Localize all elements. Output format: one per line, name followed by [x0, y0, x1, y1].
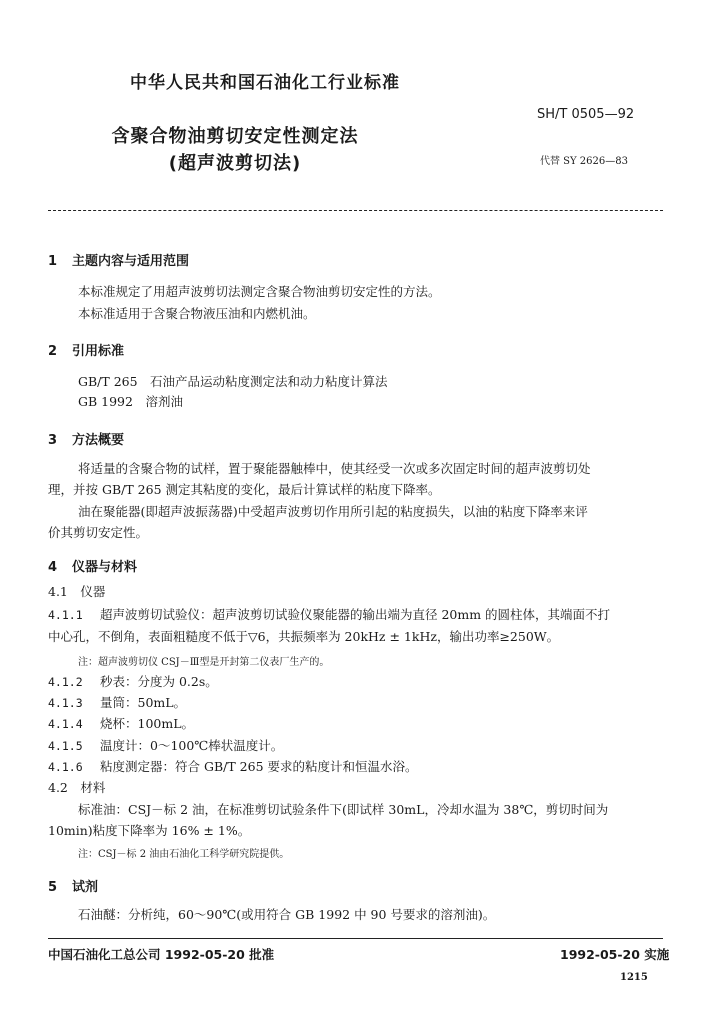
section-3-paragraph-2-line-1: 油在聚能器(即超声波振荡器)中受超声波剪切作用所引起的粘度损失，以油的粘度下降率来评: [78, 504, 588, 519]
section-4-heading: [48, 556, 137, 575]
footer-divider: [48, 938, 663, 939]
document-subtitle: (超声波剪切法): [168, 153, 302, 174]
clause-text: 温度计：0～100℃棒状温度计。: [100, 738, 284, 753]
section-title: 主题内容与适用范围: [72, 254, 190, 269]
subsection-4-1-2: [48, 673, 218, 691]
section-title: 方法概要: [72, 433, 125, 448]
section-3-heading: [48, 429, 124, 448]
section-number: 4: [48, 560, 58, 575]
section-title: 试剂: [72, 880, 99, 895]
section-3-paragraph-1-line-1: 将适量的含聚合物的试样，置于聚能器触棒中，使其经受一次或多次固定时间的超声波剪切处: [78, 461, 591, 476]
effective-date: 1992-05-20 实施: [560, 947, 670, 962]
subsection-4-1-5: [48, 737, 283, 755]
subsection-4-2: 4.2 材料: [48, 780, 106, 795]
subsection-4-1-3: [48, 694, 186, 712]
subsection-4-1-4: [48, 715, 194, 733]
subsection-4-2-line-1: 标准油：CSJ－标 2 油，在标准剪切试验条件下(即试样 30mL，冷却水温为 38℃，剪切时间为: [78, 802, 609, 817]
section-number: 2: [48, 344, 58, 359]
subsection-4-1: 4.1 仪器: [48, 584, 106, 599]
subsection-4-2-line-2: 10min)粘度下降率为 16% ± 1%。: [48, 823, 251, 838]
header-divider: [48, 210, 663, 211]
section-3-paragraph-1-line-2: 理，并按 GB/T 265 测定其粘度的变化，最后计算试样的粘度下降率。: [48, 482, 441, 497]
clause-text: 秒表：分度为 0.2s。: [100, 674, 218, 689]
standard-code: SH/T 0505—92: [537, 107, 635, 122]
section-1-heading: [48, 250, 189, 269]
approval-info: 中国石油化工总公司 1992-05-20 批准: [48, 947, 275, 962]
subsection-4-1-1-line-2: 中心孔，不倒角，表面粗糙度不低于▽6，共振频率为 20kHz ± 1kHz，输出功率≥250W。: [48, 629, 560, 644]
clause-number: 4.1.1: [48, 608, 83, 622]
clause-text: 量筒：50mL。: [100, 695, 187, 710]
reference-gb1992: GB 1992 溶剂油: [78, 394, 183, 409]
document-title: 含聚合物油剪切安定性测定法: [111, 126, 359, 147]
section-number: 3: [48, 433, 58, 448]
replaces-standard: 代替 SY 2626—83: [540, 156, 628, 167]
note-2: 注：CSJ－标 2 油由石油化工科学研究院提供。: [78, 849, 290, 860]
section-title: 仪器与材料: [72, 560, 138, 575]
clause-text: 烧杯：100mL。: [100, 716, 195, 731]
subsection-4-1-1-line-1: [48, 606, 610, 624]
note-1: 注：超声波剪切仪 CSJ－Ⅲ型是开封第二仪表厂生产的。: [78, 657, 330, 668]
clause-number: 4.1.2: [48, 675, 83, 689]
section-1-paragraph-1: 本标准规定了用超声波剪切法测定含聚合物油剪切安定性的方法。: [78, 284, 441, 299]
clause-number: 4.1.6: [48, 760, 83, 774]
clause-number: 4.1.5: [48, 739, 83, 753]
section-title: 引用标准: [72, 344, 125, 359]
standard-organization: 中华人民共和国石油化工行业标准: [130, 73, 400, 93]
section-1-paragraph-2: 本标准适用于含聚合物液压油和内燃机油。: [78, 306, 316, 321]
section-3-paragraph-2-line-2: 价其剪切安定性。: [48, 525, 149, 540]
section-5-heading: [48, 876, 98, 895]
page-number: 1215: [620, 972, 648, 983]
clause-number: 4.1.3: [48, 696, 83, 710]
section-number: 1: [48, 254, 58, 269]
clause-number: 4.1.4: [48, 717, 83, 731]
section-2-heading: [48, 340, 124, 359]
section-5-paragraph: 石油醚：分析纯，60～90℃(或用符合 GB 1992 中 90 号要求的溶剂油)。: [78, 907, 496, 922]
subsection-4-1-6: [48, 758, 418, 776]
clause-text: 超声波剪切试验仪：超声波剪切试验仪聚能器的输出端为直径 20mm 的圆柱体，其端面不打: [100, 607, 611, 622]
reference-gbt265: GB/T 265 石油产品运动粘度测定法和动力粘度计算法: [78, 374, 388, 389]
clause-text: 粘度测定器：符合 GB/T 265 要求的粘度计和恒温水浴。: [100, 759, 418, 774]
section-number: 5: [48, 880, 58, 895]
